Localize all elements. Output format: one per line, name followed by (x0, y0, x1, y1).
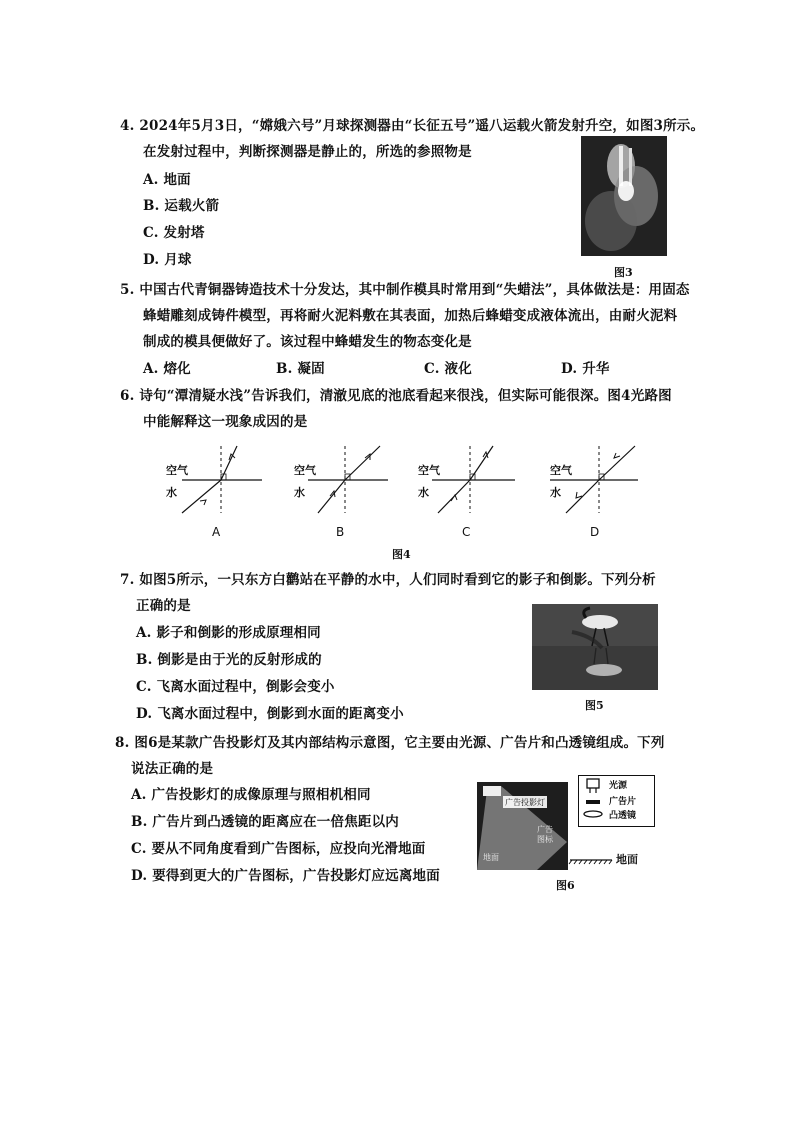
projector-photo (477, 782, 568, 870)
water-label-d: 水 (550, 486, 561, 499)
stork-photo (532, 604, 658, 690)
air-label-a: 空气 (166, 464, 188, 477)
q5-stem-line-1: 5. 中国古代青铜器铸造技术十分发达，其中制作模具时常用到“失蜡法”，具体做法是：用固态 (120, 282, 690, 298)
q5-option-a: A. 熔化 (143, 361, 191, 377)
diagram-label-b: B (336, 525, 345, 539)
q5-stem-line-2: 蜂蜡雕刻成铸件模型，再将耐火泥料敷在其表面，加热后蜂蜡变成液体流出，由耐火泥料 (143, 308, 678, 324)
photo-ground-label: 地面 (483, 853, 499, 862)
diagram-label-c: C (462, 525, 471, 539)
q4-stem-line-2: 在发射过程中，判断探测器是静止的，所选的参照物是 (143, 144, 472, 160)
ground-hatch (560, 850, 660, 866)
q7-option-d: D. 飞离水面过程中，倒影到水面的距离变小 (136, 706, 404, 722)
q7-option-a: A. 影子和倒影的形成原理相同 (136, 625, 321, 641)
photo-lamp-label: 广告投影灯 (505, 798, 545, 807)
q5-stem-line-3: 制成的模具便做好了。该过程中蜂蜡发生的物态变化是 (143, 334, 472, 350)
water-label-c: 水 (418, 486, 429, 499)
water-label-a: 水 (166, 486, 177, 499)
q7-option-c: C. 飞离水面过程中，倒影会变小 (136, 679, 335, 695)
q7-stem-line-2: 正确的是 (136, 598, 191, 614)
q4-option-b: B. 运载火箭 (143, 198, 220, 214)
q6-stem-line-1: 6. 诗句“潭清疑水浅”告诉我们，清澈见底的池底看起来很浅，但实际可能很深。图4光路图 (120, 388, 672, 404)
projector-structure-diagram (578, 775, 655, 827)
air-label-d: 空气 (550, 464, 572, 477)
air-label-c: 空气 (418, 464, 440, 477)
q5-option-d: D. 升华 (561, 361, 610, 377)
ray-diagram-c (418, 446, 515, 539)
diagram-label-d: D (590, 525, 600, 539)
q8-stem-line-2: 说法正确的是 (131, 761, 214, 777)
water-label-b: 水 (294, 486, 305, 499)
figure-5-caption: 图5 (585, 699, 604, 712)
q5-option-b: B. 凝固 (276, 361, 325, 377)
ray-diagram-d (540, 438, 660, 550)
q8-option-b: B. 广告片到凸透镜的距离应在一倍焦距以内 (131, 814, 400, 830)
photo-icon-label-1: 广告 (537, 825, 553, 834)
legend-ad-film: 广告片 (609, 797, 637, 807)
q6-stem-line-2: 中能解释这一现象成因的是 (143, 414, 308, 430)
q4-option-d: D. 月球 (143, 252, 192, 268)
ray-diagram-a (166, 446, 262, 539)
figure-4-ray-diagrams (160, 438, 540, 550)
q8-option-c: C. 要从不同角度看到广告图标，应投向光滑地面 (131, 841, 426, 857)
q8-option-a: A. 广告投影灯的成像原理与照相机相同 (131, 787, 371, 803)
photo-icon-label-2: 图标 (537, 835, 553, 844)
ray-diagram-b (294, 446, 388, 539)
ad-film-icon (586, 800, 600, 804)
figure-4-caption: 图4 (392, 548, 411, 561)
ground-label: 地面 (616, 853, 638, 866)
q4-option-c: C. 发射塔 (143, 225, 205, 241)
q7-option-b: B. 倒影是由于光的反射形成的 (136, 652, 322, 668)
q8-option-d: D. 要得到更大的广告图标，广告投影灯应远离地面 (131, 868, 440, 884)
light-source-icon (587, 779, 599, 788)
q7-stem-line-1: 7. 如图5所示，一只东方白鹳站在平静的水中，人们同时看到它的影子和倒影。下列分析 (120, 572, 656, 588)
convex-lens-icon (584, 811, 602, 817)
rocket-launch-photo (581, 136, 667, 256)
figure-3-caption: 图3 (614, 266, 633, 279)
diagram-label-a: A (212, 525, 221, 539)
q8-stem-line-1: 8. 图6是某款广告投影灯及其内部结构示意图，它主要由光源、广告片和凸透镜组成。下列 (115, 735, 665, 751)
q5-option-c: C. 液化 (424, 361, 472, 377)
figure-6-caption: 图6 (556, 879, 575, 892)
air-label-b: 空气 (294, 464, 316, 477)
legend-convex-lens: 凸透镜 (609, 811, 637, 821)
q4-stem-line-1: 4. 2024年5月3日，“嫦娥六号”月球探测器由“长征五号”遥八运载火箭发射升空，如图3所示。 (120, 118, 705, 134)
legend-light-source: 光源 (609, 781, 628, 791)
q4-option-a: A. 地面 (143, 172, 191, 188)
